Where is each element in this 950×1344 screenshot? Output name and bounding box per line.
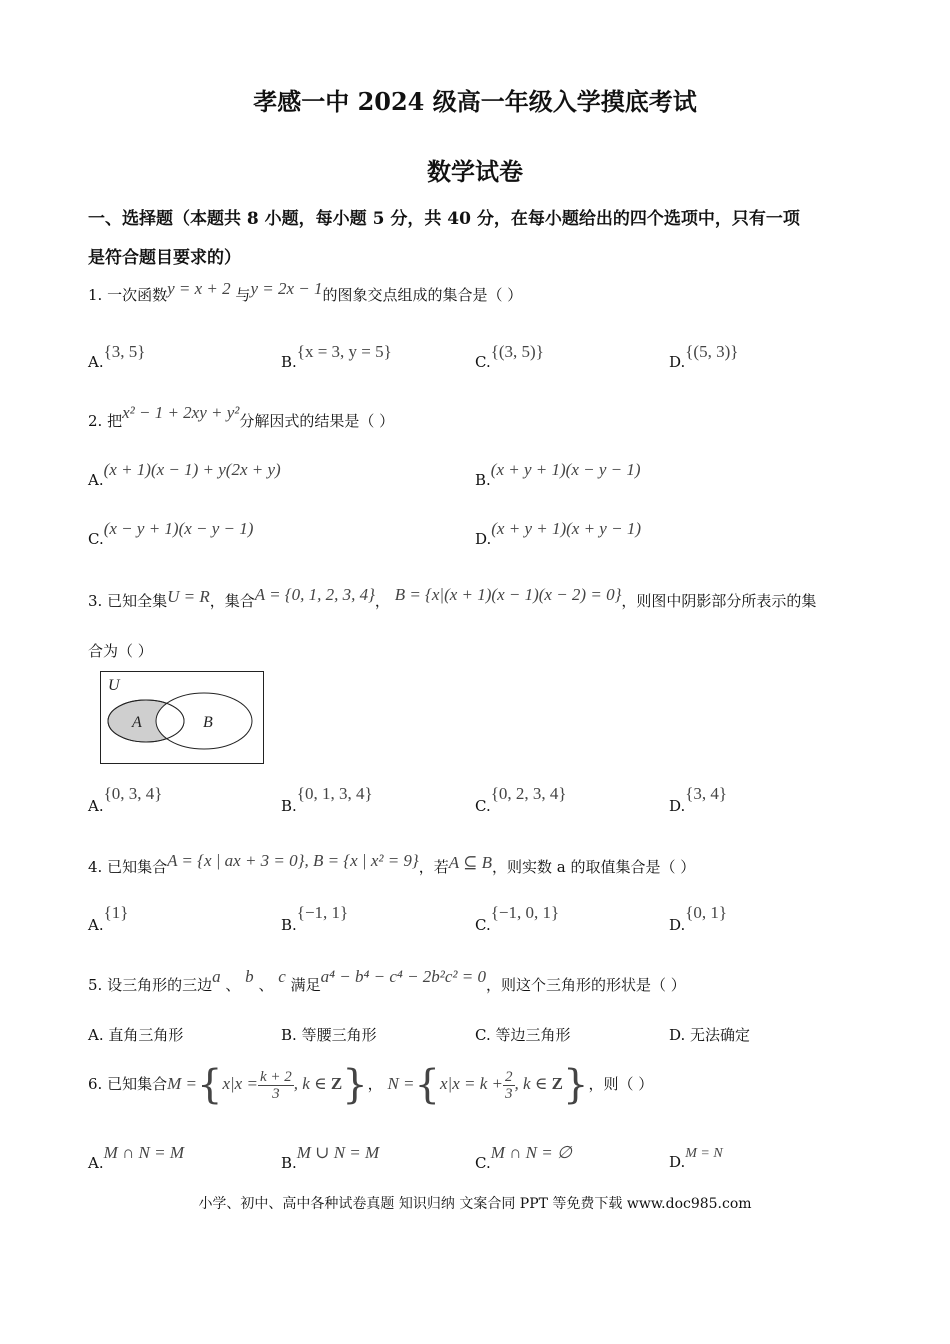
q2-option-b[interactable] [475,460,641,489]
option-label: A. [88,1154,104,1172]
q6-m-integers: Z [330,1074,343,1093]
q6-n-var: x [439,1074,448,1093]
option-math: {(3, 5)} [490,342,544,361]
q4-option-a[interactable] [88,903,129,934]
q4-option-c[interactable] [475,903,560,934]
q1-option-d[interactable] [669,342,739,371]
q6-m-lhs: M = [167,1074,197,1093]
q6-m-denominator: 3 [272,1085,280,1102]
question-5 [88,967,686,995]
section-heading-line2: 是符合题目要求的） [88,248,241,268]
option-label: B. [475,471,491,489]
q3-option-a[interactable] [88,784,163,815]
q5-sep1: 、 [225,976,241,994]
q4-option-b[interactable] [281,903,349,934]
q3-option-b[interactable] [281,784,373,815]
option-math: (x + y + 1)(x + y − 1) [491,519,641,538]
q6-option-c[interactable] [475,1143,572,1172]
q5-side-c: c [278,967,286,986]
option-label: B. [281,797,297,815]
q6-option-a[interactable] [88,1143,185,1172]
q6-n-numerator: 2 [505,1068,513,1085]
option-text: 等腰三角形 [301,1026,377,1044]
q6-sep: ， [367,1075,383,1093]
q3-option-c[interactable] [475,784,567,815]
q4-mid: ，若 [418,858,449,876]
q4-condition: A ⊆ B [448,853,492,872]
q2-option-c[interactable] [88,519,254,548]
q6-set-n: N ={x|x = k + $\frac{2}{3}$ , k ∈ Z} [387,1062,589,1109]
option-math: M = N [685,1146,723,1161]
q1-mid: 与 [235,286,251,304]
q3-mid: ，集合 [209,592,255,610]
option-math: {−1, 1} [296,903,349,922]
question-2 [88,403,395,431]
option-label: C. [475,916,491,934]
option-label: B. [281,916,297,934]
q4-prefix: 4. 已知集合 [88,858,168,876]
q5-option-b[interactable] [281,1024,377,1045]
q1-function-2: y = 2x − 1 [250,279,323,298]
option-label: D. [669,1153,686,1171]
q6-n-tail: , k ∈ [514,1074,548,1093]
right-brace-icon: } [342,1062,368,1109]
option-label: A. [88,471,104,489]
q6-n-lhs: N = [387,1074,415,1093]
q2-option-a[interactable] [88,460,281,489]
option-math: {0, 1, 3, 4} [296,784,373,803]
option-text: 等边三角形 [495,1026,571,1044]
q6-m-var: x [222,1074,230,1093]
option-label: D. [669,353,686,371]
option-label: D. [475,530,492,548]
q5-option-c[interactable] [475,1024,571,1045]
q2-prefix: 2. 把 [88,412,123,430]
q6-m-tail: , k ∈ [293,1074,327,1093]
left-brace-icon: { [196,1062,223,1109]
option-math: {0, 1} [685,903,728,922]
q1-option-b[interactable] [281,342,392,371]
option-math: {3, 4} [685,784,728,803]
q6-m-fraction [258,1069,294,1102]
option-label: A. [88,916,104,934]
option-text: 无法确定 [690,1026,751,1044]
option-label: C. [88,530,104,548]
q1-prefix: 1. 一次函数 [88,286,168,304]
exam-title: 孝感一中 2024 级高一年级入学摸底考试 [253,87,697,116]
option-label: C. [475,1154,491,1172]
q5-expression: a⁴ − b⁴ − c⁴ − 2b²c² = 0 [320,967,486,986]
q1-suffix: 的图象交点组成的集合是（ ） [322,286,523,304]
question-6 [88,1058,653,1110]
q5-sep2: 、 [258,976,274,994]
option-label: D. [669,916,686,934]
q6-option-d[interactable] [669,1143,723,1171]
q5-option-d[interactable] [669,1024,750,1045]
option-label: A. [88,797,104,815]
option-math: {0, 2, 3, 4} [490,784,567,803]
option-math: {0, 3, 4} [103,784,163,803]
q6-option-b[interactable] [281,1143,380,1172]
q6-set-m: M ={x|x = $\frac{k + 2}{3}$ , k ∈ Z} [167,1062,368,1109]
q6-suffix: ，则（ ） [588,1075,654,1093]
page-footer: 小学、初中、高中各种试卷真题 知识归纳 文案合同 PPT 等免费下载 www.doc985.com [198,1196,752,1212]
option-math: {x = 3, y = 5} [296,342,392,361]
q6-n-fraction [503,1069,515,1102]
option-math: M ∩ N = ∅ [490,1143,572,1162]
question-3 [88,585,817,611]
option-label: C. [475,353,491,371]
left-brace-icon: { [414,1062,440,1109]
q5-prefix: 5. 设三角形的三边 [88,976,213,994]
q3-option-d[interactable] [669,784,728,815]
q3-prefix: 3. 已知全集 [88,592,168,610]
q5-side-b: b [245,967,254,986]
option-math: (x + 1)(x − 1) + y(2x + y) [103,460,281,479]
q5-side-a: a [212,967,221,986]
q3-line2: 合为（ ） [88,642,153,660]
option-math: (x + y + 1)(x − y − 1) [490,460,641,479]
q4-sets: A = {x | ax + 3 = 0}, B = {x | x² = 9} [167,851,419,870]
option-math: {−1, 0, 1} [490,903,560,922]
option-label: D. [669,797,686,815]
option-label: A. [88,353,104,371]
q1-option-a[interactable] [88,342,146,371]
q2-suffix: 分解因式的结果是（ ） [239,412,395,430]
q3-set-b: B = {x|(x + 1)(x − 1)(x − 2) = 0} [394,585,622,604]
q5-option-a[interactable] [88,1024,183,1045]
option-math: {(5, 3)} [685,342,739,361]
option-label: A. [88,1026,104,1044]
q1-function-1: y = x + 2 [167,279,231,298]
q6-n-eq: x = k + [452,1074,504,1093]
q6-m-numerator: k + 2 [259,1068,292,1085]
option-label: B. [281,353,297,371]
q2-option-d[interactable] [475,519,641,548]
option-label: B. [281,1026,297,1044]
q3-suffix: ，则图中阴影部分所表示的集 [621,592,817,610]
option-label: C. [475,1026,491,1044]
option-text: 直角三角形 [108,1026,184,1044]
q1-option-c[interactable] [475,342,544,371]
q5-mid: 满足 [290,976,321,994]
q6-n-integers: Z [551,1074,563,1093]
venn-label-a: A [132,714,142,731]
option-label: B. [281,1154,297,1172]
question-1 [88,279,523,305]
q2-expression: x² − 1 + 2xy + y² [122,403,240,422]
exam-subtitle: 数学试卷 [427,157,523,186]
q3-set-a: A = {0, 1, 2, 3, 4} [254,585,375,604]
q4-option-d[interactable] [669,903,728,934]
option-math: M ∩ N = M [103,1143,185,1162]
q6-m-eq: x = [234,1074,258,1093]
q5-suffix: ，则这个三角形的形状是（ ） [486,976,686,994]
option-label: C. [475,797,491,815]
option-math: (x − y + 1)(x − y − 1) [103,519,254,538]
option-label: D. [669,1026,686,1044]
option-math: M ∪ N = M [296,1143,380,1162]
q6-prefix: 6. 已知集合 [88,1075,168,1093]
question-4 [88,851,696,877]
right-brace-icon: } [563,1062,589,1109]
venn-diagram [100,671,265,765]
venn-label-u: U [108,677,120,694]
q3-sep: ， [374,592,390,610]
option-math: {3, 5} [103,342,146,361]
section-heading-line1: 一、选择题（本题共 8 小题，每小题 5 分，共 40 分，在每小题给出的四个选项中，只有一项 [88,209,800,229]
q3-universal-set: U = R [167,587,210,606]
option-math: {1} [103,903,129,922]
q4-suffix: ，则实数 a 的取值集合是（ ） [491,858,696,876]
q6-n-denominator: 3 [505,1085,513,1102]
venn-label-b: B [203,714,213,731]
